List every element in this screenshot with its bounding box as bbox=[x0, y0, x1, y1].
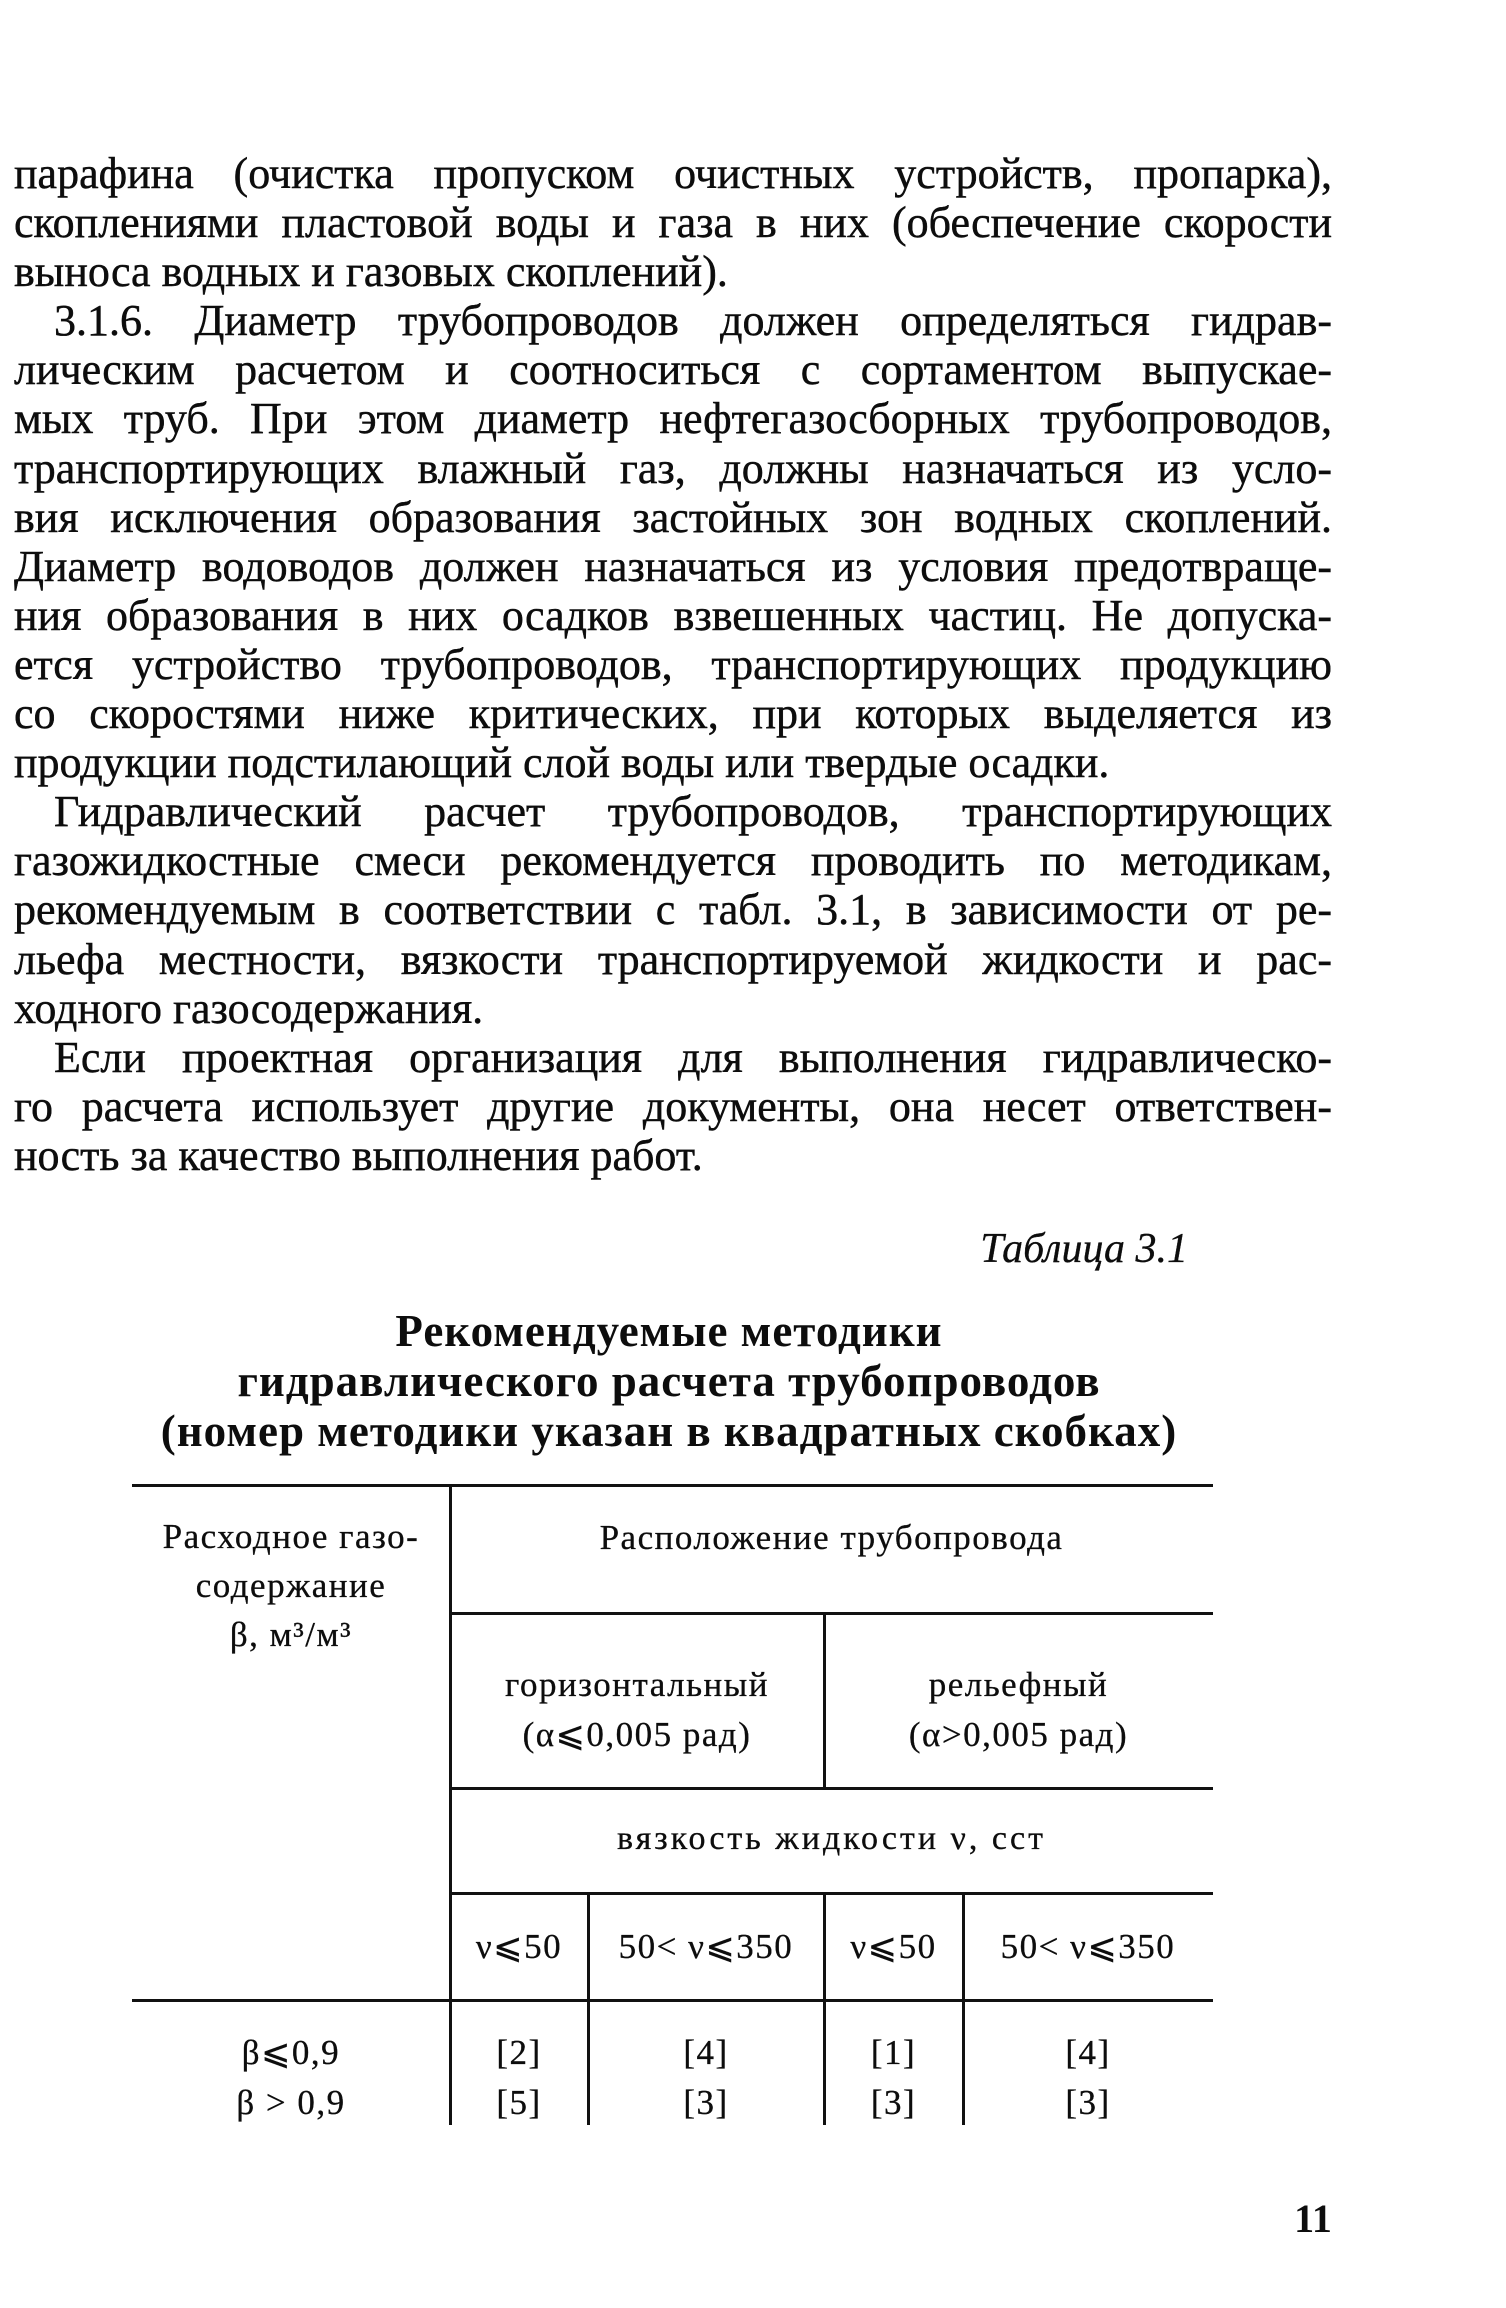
text-line: ходного газосодержания. bbox=[14, 983, 484, 1033]
text-line: парафина (очистка пропуском очистных устройств, пропарка), bbox=[14, 149, 1332, 198]
table-title-line: гидравлического расчета трубопроводов bbox=[237, 1356, 1101, 1406]
table-rule-location bbox=[450, 1612, 1213, 1615]
text-line: Диаметр водоводов должен назначаться из условия предотвраще- bbox=[14, 541, 1332, 591]
header-line: горизонтальный bbox=[504, 1665, 770, 1704]
page-number: 11 bbox=[1294, 2196, 1332, 2241]
text-line: ния образования в них осадков взвешенных частиц. Не допуска- bbox=[14, 590, 1332, 640]
text-line: ность за качество выполнения работ. bbox=[14, 1130, 703, 1180]
table-cell: [3] bbox=[1065, 2083, 1111, 2122]
text-line: Гидравлический расчет трубопроводов, транспортирующих bbox=[54, 787, 1332, 837]
header-viscosity-range: 50< ν⩽350 bbox=[618, 1927, 794, 1966]
header-viscosity-range: 50< ν⩽350 bbox=[1000, 1927, 1176, 1966]
table-rule-orientation bbox=[450, 1787, 1213, 1790]
row-label: β⩽0,9 bbox=[241, 2033, 341, 2072]
text-line: го расчета использует другие документы, она несет ответствен- bbox=[14, 1081, 1332, 1131]
text-line: скоплениями пластовой воды и газа в них (обеспечение скорости bbox=[14, 198, 1332, 248]
table-cell: [5] bbox=[496, 2083, 542, 2122]
header-viscosity-range: ν⩽50 bbox=[850, 1927, 937, 1966]
header-viscosity-range: ν⩽50 bbox=[475, 1927, 563, 1966]
text-line: выноса водных и газовых скоплений). bbox=[14, 247, 728, 297]
table-cell: [4] bbox=[1065, 2033, 1111, 2072]
header-line: (α>0,005 рад) bbox=[908, 1715, 1129, 1754]
table-rule-viscosity bbox=[450, 1892, 1213, 1895]
row-label: β > 0,9 bbox=[236, 2083, 346, 2122]
table-cell: [3] bbox=[683, 2083, 729, 2122]
text-line: газожидкостные смеси рекомендуется проводить по методикам, bbox=[14, 836, 1332, 886]
header-line: β, м³/м³ bbox=[229, 1615, 353, 1654]
paragraph bbox=[14, 149, 1332, 296]
text-line: льефа местности, вязкости транспортируемой жидкости и рас- bbox=[14, 934, 1332, 984]
table-title bbox=[0, 1306, 1338, 1456]
text-line: Если проектная организация для выполнения гидравлическо- bbox=[54, 1032, 1332, 1082]
text-line: лическим расчетом и соотноситься с сортаментом выпускае- bbox=[14, 345, 1332, 395]
table-rule-top bbox=[132, 1484, 1213, 1487]
table-title-line: (номер методики указан в квадратных скобках) bbox=[160, 1406, 1178, 1456]
text-line: ется устройство трубопроводов, транспортирующих продукцию bbox=[14, 639, 1332, 689]
table-cell: [1] bbox=[870, 2033, 917, 2072]
header-gas-content bbox=[132, 1512, 450, 1659]
header-line: содержание bbox=[195, 1566, 387, 1605]
header-line: (α⩽0,005 рад) bbox=[522, 1715, 752, 1754]
paragraph bbox=[14, 1033, 1332, 1180]
table-cell: [4] bbox=[683, 2033, 729, 2072]
paragraph bbox=[14, 296, 1332, 787]
text-line: транспортирующих влажный газ, должны назначаться из усло- bbox=[14, 443, 1332, 493]
text-line: продукции подстилающий слой воды или твердые осадки. bbox=[14, 738, 1110, 788]
text-line: мых труб. При этом диаметр нефтегазосборных трубопроводов, bbox=[14, 394, 1332, 444]
text-line: вия исключения образования застойных зон водных скоплений. bbox=[14, 492, 1332, 542]
header-horizontal bbox=[450, 1660, 824, 1760]
header-viscosity: вязкость жидкости ν, сст bbox=[617, 1820, 1046, 1857]
text-line: рекомендуемым в соответствии с табл. 3.1, в зависимости от ре- bbox=[14, 885, 1332, 935]
text-line: 3.1.6. Диаметр трубопроводов должен определяться гидрав- bbox=[54, 296, 1332, 346]
header-line: рельефный bbox=[928, 1665, 1109, 1704]
table-title-line: Рекомендуемые методики bbox=[395, 1306, 943, 1356]
table-cell: [3] bbox=[870, 2083, 917, 2122]
table-caption: Таблица 3.1 bbox=[980, 1226, 1188, 1272]
table-cell: [2] bbox=[496, 2033, 542, 2072]
paragraph bbox=[14, 787, 1332, 1032]
table-rule-header-bottom bbox=[132, 1999, 1213, 2002]
text-line: со скоростями ниже критических, при которых выделяется из bbox=[14, 689, 1332, 739]
header-line: Расходное газо- bbox=[162, 1517, 420, 1556]
header-relief bbox=[824, 1660, 1213, 1760]
body-text bbox=[14, 149, 1332, 1180]
header-location: Расположение трубопровода bbox=[599, 1518, 1064, 1557]
